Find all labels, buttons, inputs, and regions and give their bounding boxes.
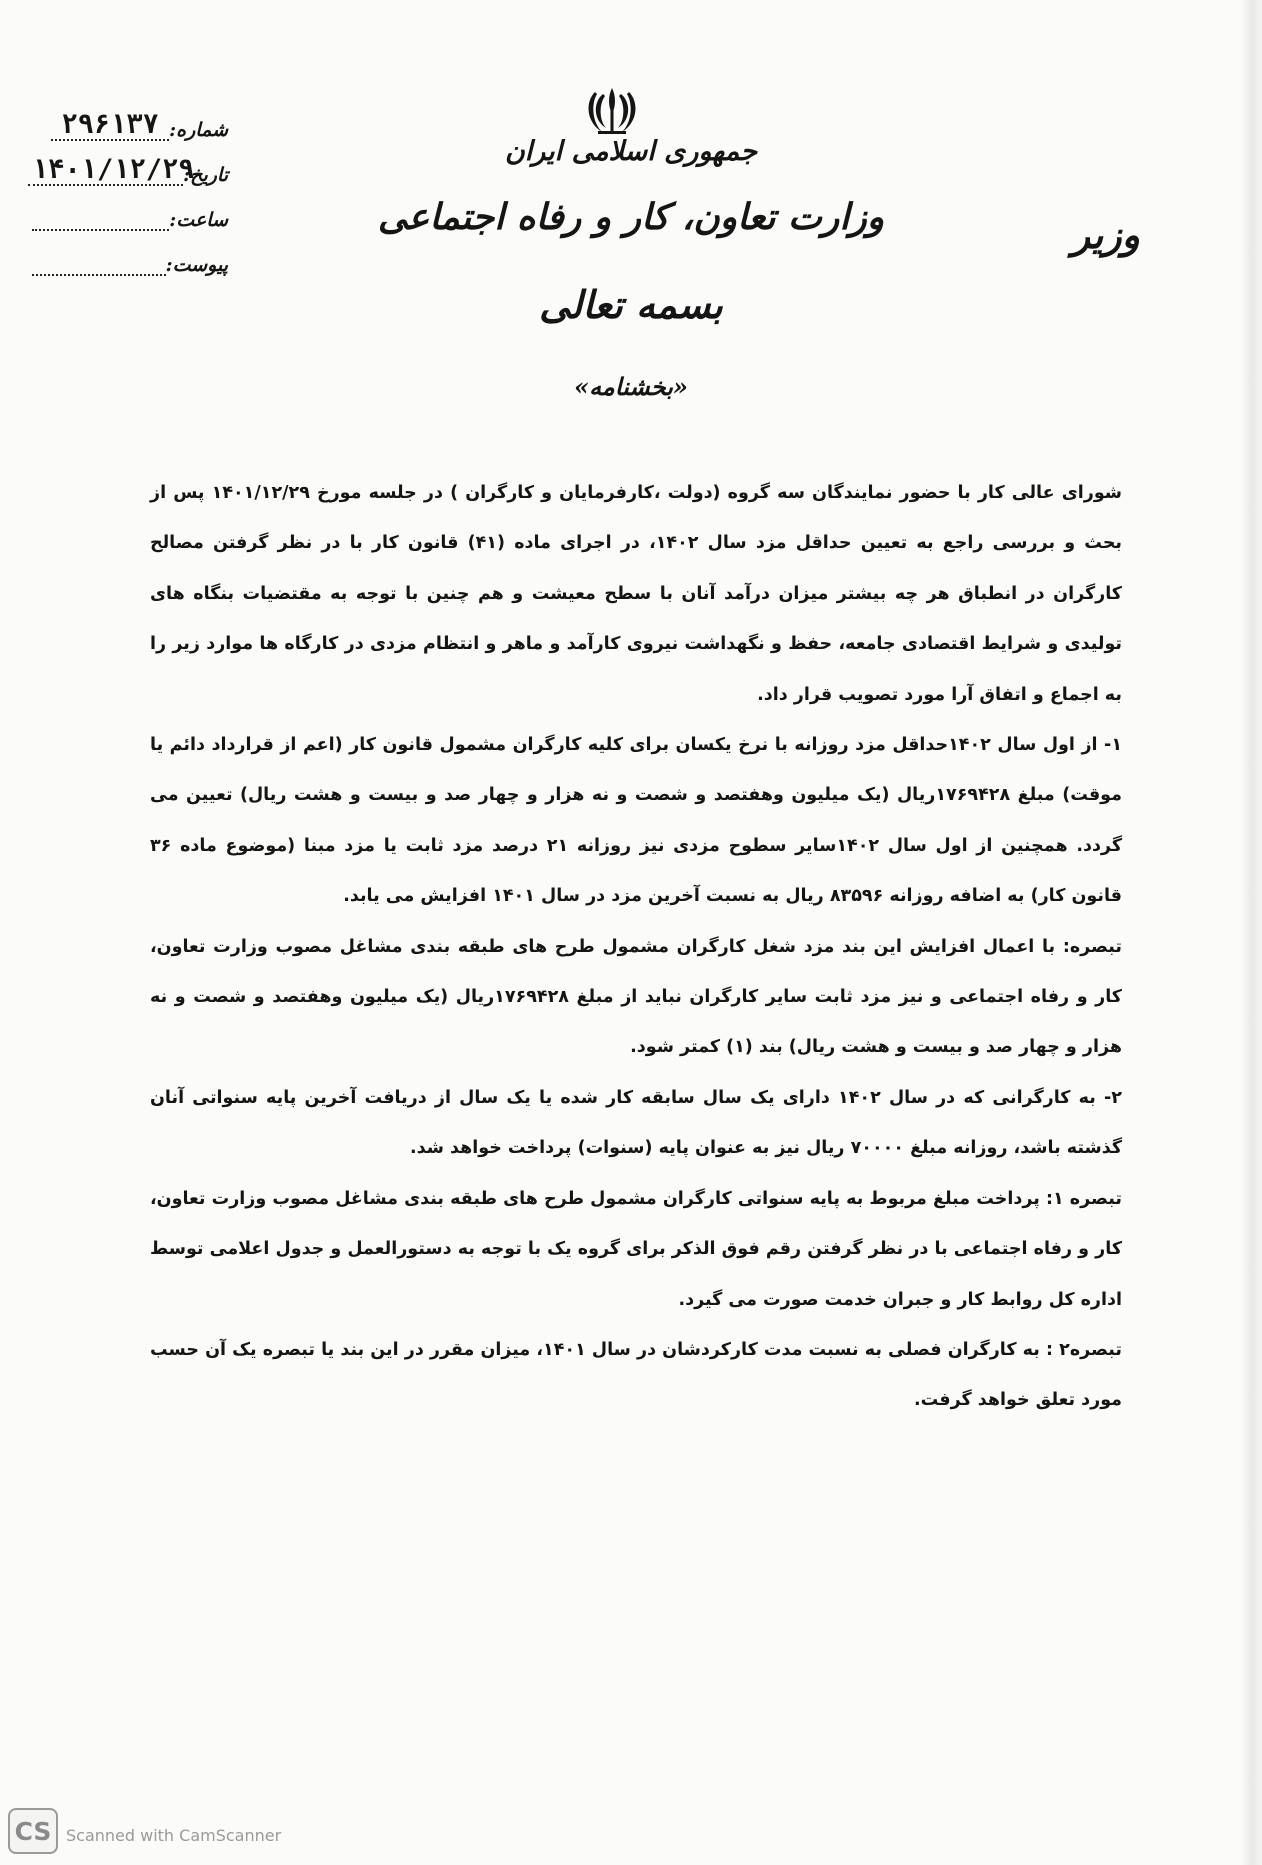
paragraph-note: تبصره: با اعمال افزایش این بند مزد شغل کارگران مشمول طرح های طبقه بندی مشاغل مصوب وزارت تعاون، کار و رفاه اجتماعی و نیز مزد ثابت سایر کارگران نباید از مبلغ ۱۷۶۹۴۲۸ریال (یک میلیون وهفتصد و شصت و نه هزار و چهار صد و بیست و هشت ریال) بند (۱) کمتر شود. — [150, 936, 1122, 1058]
ref-number-label: شماره: — [169, 119, 228, 141]
ref-date-value: ۱۴۰۱/۱۲/۲۹ — [28, 156, 183, 186]
paragraph-note-1: تبصره ۱: پرداخت مبلغ مربوط به پایه سنواتی کارگران مشمول طرح های طبقه بندی مشاغل مصوب وزارت تعاون، کار و رفاه اجتماعی با در نظر گرفتن رقم فوق الذکر برای گروه یک با توجه به دستورالعمل و جدول اعلامی توسط اداره کل روابط کار و جبران خدمت صورت می گیرد. — [150, 1188, 1122, 1310]
paragraph-note-2: تبصره۲ : به کارگران فصلی به نسبت مدت کارکردشان در سال ۱۴۰۱، میزان مقرر در این بند یا تبصره یک آن حسب مورد تعلق خواهد گرفت. — [150, 1339, 1122, 1411]
country-title: جمهوری اسلامی ایران — [504, 136, 758, 167]
paragraph-clause-2: ۲- به کارگرانی که در سال ۱۴۰۲ دارای یک سال سابقه کار شده یا یک سال از دریافت آخرین پایه سنواتی آنان گذشته باشد، روزانه مبلغ ۷۰۰۰۰ ریال نیز به عنوان پایه (سنوات) پرداخت خواهد شد. — [150, 1087, 1122, 1159]
camscanner-watermark: Scanned with CamScanner — [66, 1826, 282, 1845]
ref-attachment-dots — [32, 256, 166, 276]
circular-body — [150, 468, 1122, 1426]
camscanner-logo-icon: CS — [8, 1808, 58, 1854]
ref-number-row — [28, 96, 228, 141]
ministry-title: وزارت تعاون، کار و رفاه اجتماعی — [377, 196, 885, 238]
iran-emblem-icon — [584, 84, 640, 136]
ref-attachment-label: پیوست: — [165, 254, 228, 276]
ref-date-label: تاریخ: — [183, 164, 228, 186]
paragraph-intro: شورای عالی کار با حضور نمایندگان سه گروه (دولت ،کارفرمایان و کارگران ) در جلسه مورخ ۱۴۰۱/۱۲/۲۹ پس از بحث و بررسی راجع به تعیین حداقل مزد سال ۱۴۰۲، در اجرای ماده (۴۱) قانون کار با در نظر گرفتن مصالح کارگران در انطباق هر چه بیشتر میزان درآمد آنان با سطح معیشت و هم چنین با توجه به مقتضیات بنگاه های تولیدی و شرایط اقتصادی جامعه، حفظ و نگهداشت نیروی کارآمد و ماهر و انتظام مزدی در کارگاه ها موارد زیر را به اجماع و اتفاق آرا مورد تصویب قرار داد. — [150, 483, 1123, 705]
basmala: بسمه تعالی — [539, 282, 723, 327]
document-type: «بخشنامه» — [574, 372, 688, 401]
ref-number-value: ۲۹۶۱۳۷ — [51, 111, 169, 141]
ref-time-label: ساعت: — [169, 209, 228, 231]
minister-title: وزیر — [1071, 212, 1140, 257]
scan-edge — [1240, 0, 1262, 1865]
paragraph-clause-1: ۱- از اول سال ۱۴۰۲حداقل مزد روزانه با نرخ یکسان برای کلیه کارگران مشمول قانون کار (اعم از قرارداد دائم یا موقت) مبلغ ۱۷۶۹۴۲۸ریال (یک میلیون وهفتصد و شصت و نه هزار و چهار صد و بیست و هشت ریال) تعیین می گردد. همچنین از اول سال ۱۴۰۲سایر سطوح مزدی نیز روزانه ۲۱ درصد مزد ثابت یا مزد مبنا (موضوع ماده ۳۶ قانون کار) به اضافه روزانه ۸۳۵۹۶ ریال به نسبت آخرین مزد در سال ۱۴۰۱ افزایش می یابد. — [150, 735, 1122, 907]
reference-fields — [28, 96, 228, 276]
